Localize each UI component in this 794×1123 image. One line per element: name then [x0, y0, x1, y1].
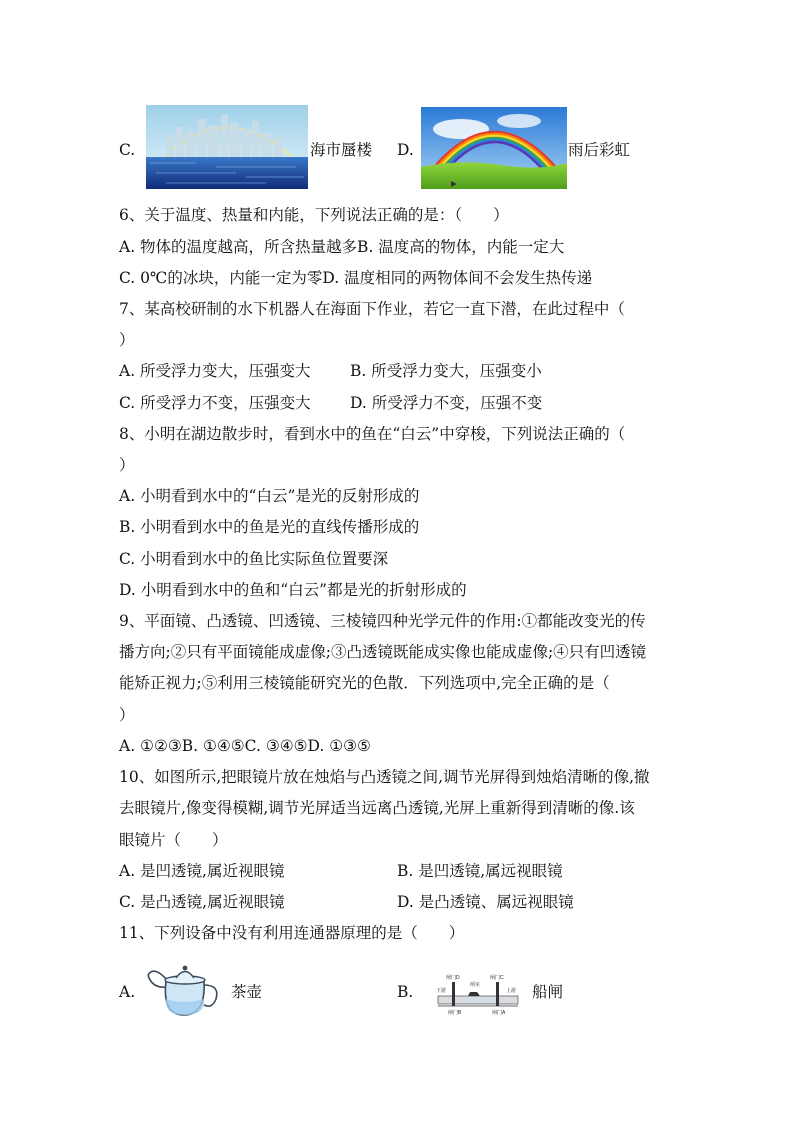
q9-stem-line2: 播方向;②只有平面镜能成虚像;③凸透镜既能成实像也能成虚像;④只有凹透镜	[119, 643, 647, 661]
teapot-image	[146, 959, 222, 1019]
q7-option-b: B. 所受浮力变大，压强变小	[350, 362, 542, 380]
ship-lock-diagram	[436, 972, 520, 1016]
q10-option-b: B. 是凹透镜,属远视眼镜	[397, 862, 563, 880]
lock-label-gate-a: 闸门A	[492, 1010, 506, 1016]
q7-option-d: D. 所受浮力不变，压强不变	[350, 394, 543, 412]
q8-stem-close: ）	[119, 456, 135, 474]
q11-option-b-letter: B.	[397, 983, 414, 1001]
q6-options-ab: A. 物体的温度越高，所含热量越多B. 温度高的物体，内能一定大	[119, 238, 565, 256]
lock-label-gate-d: 闸门D	[446, 975, 460, 981]
q7-option-c: C. 所受浮力不变，压强变大	[119, 394, 311, 412]
q11-stem: 11、下列设备中没有利用连通器原理的是（ ）	[119, 924, 465, 942]
q10-option-d: D. 是凸透镜、属远视眼镜	[397, 893, 574, 911]
rainbow-image	[421, 107, 567, 189]
q9-options: A. ①②③B. ①④⑤C. ③④⑤D. ①③⑤	[119, 737, 371, 755]
lock-label-upstream: 上游	[506, 988, 517, 994]
q11-option-a-text: 茶壶	[231, 983, 263, 1001]
q7-stem-close: ）	[119, 331, 135, 349]
q10-stem-line3: 眼镜片（ ）	[119, 831, 228, 849]
q5-option-d-letter: D.	[397, 141, 414, 159]
mirage-image	[146, 105, 308, 189]
lock-label-gate-b: 闸门B	[448, 1010, 462, 1016]
q10-stem-line1: 10、如图所示,把眼镜片放在烛焰与凸透镜之间,调节光屏得到烛焰清晰的像,撤	[119, 768, 650, 786]
q8-option-c: C. 小明看到水中的鱼比实际鱼位置要深	[119, 550, 389, 568]
q8-option-d: D. 小明看到水中的鱼和“白云”都是光的折射形成的	[119, 581, 467, 599]
q10-stem-line2: 去眼镜片,像变得模糊,调节光屏适当远离凸透镜,光屏上重新得到清晰的像.该	[119, 799, 635, 817]
q7-option-a: A. 所受浮力变大，压强变大	[119, 362, 311, 380]
q7-stem: 7、某高校研制的水下机器人在海面下作业，若它一直下潜，在此过程中（	[119, 300, 625, 318]
q11-option-a-letter: A.	[119, 983, 136, 1001]
q10-option-a: A. 是凹透镜,属近视眼镜	[119, 862, 285, 880]
q8-option-a: A. 小明看到水中的“白云”是光的反射形成的	[119, 487, 420, 505]
lock-label-chamber: 闸室	[470, 982, 481, 988]
q8-option-b: B. 小明看到水中的鱼是光的直线传播形成的	[119, 518, 420, 536]
lock-label-gate-c: 闸门C	[490, 975, 504, 981]
q6-options-cd: C. 0℃的冰块，内能一定为零D. 温度相同的两物体间不会发生热传递	[119, 269, 593, 287]
q6-stem: 6、关于温度、热量和内能，下列说法正确的是：（ ）	[119, 206, 509, 224]
q5-option-c-text: 海市蜃楼	[310, 141, 373, 159]
q9-stem-close: ）	[119, 706, 135, 724]
q11-option-b-text: 船闸	[532, 983, 564, 1001]
q8-stem: 8、小明在湖边散步时，看到水中的鱼在“白云”中穿梭，下列说法正确的（	[119, 425, 626, 443]
q10-option-c: C. 是凸透镜,属近视眼镜	[119, 893, 285, 911]
q5-option-c-letter: C.	[119, 141, 136, 159]
q5-option-d-text: 雨后彩虹	[568, 141, 631, 159]
q9-stem-line3: 能矫正视力;⑤利用三棱镜能研究光的色散．下列选项中,完全正确的是（	[119, 674, 610, 692]
lock-label-downstream: 下游	[436, 988, 447, 994]
q9-stem-line1: 9、平面镜、凸透镜、凹透镜、三棱镜四种光学元件的作用:①都能改变光的传	[119, 612, 646, 630]
